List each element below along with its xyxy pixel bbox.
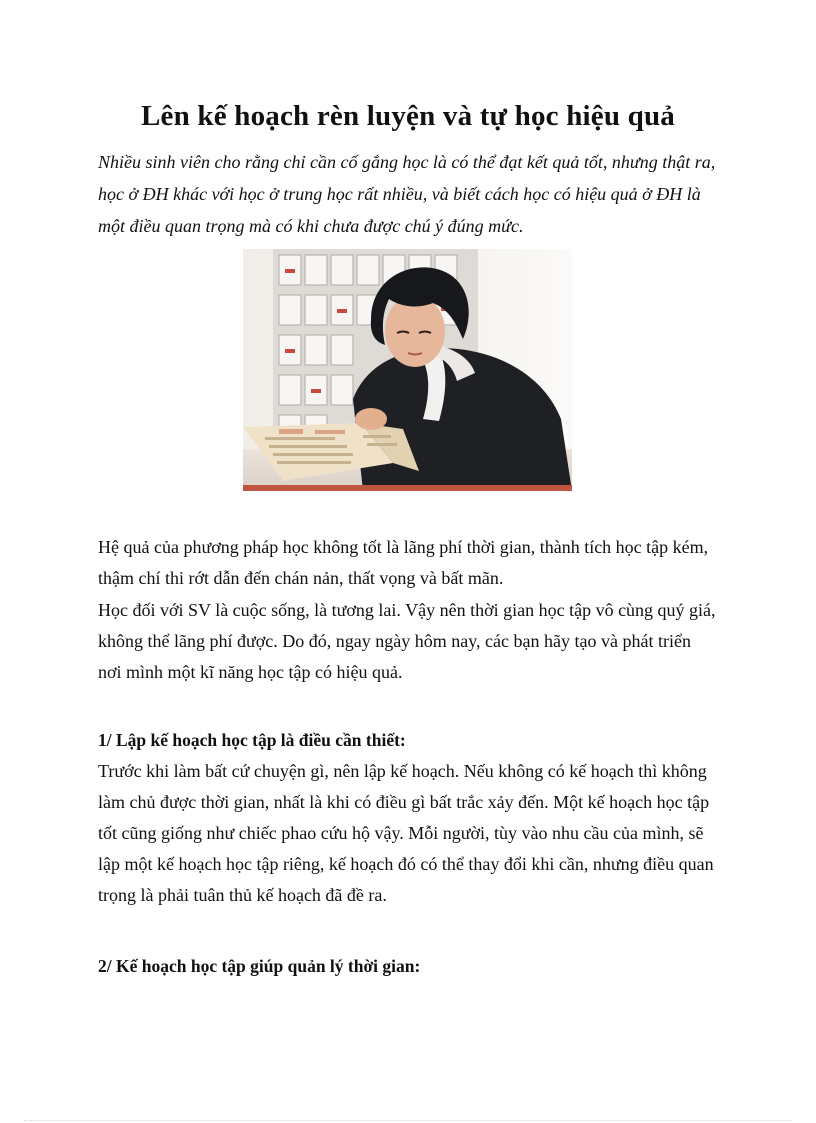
paragraph-consequences: Hệ quả của phương pháp học không tốt là lãng phí thời gian, thành tích học tập kém, thậm chí thi rớt dẫn đến chán nản, thất vọng và bất mãn. [98, 537, 709, 588]
page-bottom-divider [24, 1120, 792, 1121]
intro-paragraph: Nhiều sinh viên cho rằng chỉ cần cố gắng học là có thể đạt kết quả tốt, nhưng thật ra, học ở ĐH khác với học ở trung học rất nhiều, và biết cách học có hiệu quả ở ĐH là một điều quan trọng mà có khi chưa được chú ý đúng mức. [98, 152, 716, 236]
section-heading-1: 1/ Lập kế hoạch học tập là điều cần thiết: [98, 730, 406, 750]
page-title: Lên kế hoạch rèn luyện và tự học hiệu quả [141, 100, 675, 132]
paragraph-study-life: Học đối với SV là cuộc sống, là tương lai. Vậy nên thời gian học tập vô cùng quý giá, không thể lãng phí được. Do đó, ngay ngày hôm nay, các bạn hãy tạo và phát triển nơi mình một kĩ năng học tập có hiệu quả. [98, 600, 716, 682]
section-heading-2: 2/ Kế hoạch học tập giúp quản lý thời gian: [98, 956, 421, 976]
paragraph-planning: Trước khi làm bất cứ chuyện gì, nên lập kế hoạch. Nếu không có kế hoạch thì không làm chủ được thời gian, nhất là khi có điều gì bất trắc xảy đến. Một kế hoạch học tập tốt cũng giống như chiếc phao cứu hộ vậy. Mỗi người, tùy vào nhu cầu của mình, sẽ lập một kế hoạch học tập riêng, kế hoạch đó có thể thay đổi khi cần, nhưng điều quan trọng là phải tuân thủ kế hoạch đã đề ra. [98, 761, 714, 905]
student-reading-photo [243, 249, 572, 491]
